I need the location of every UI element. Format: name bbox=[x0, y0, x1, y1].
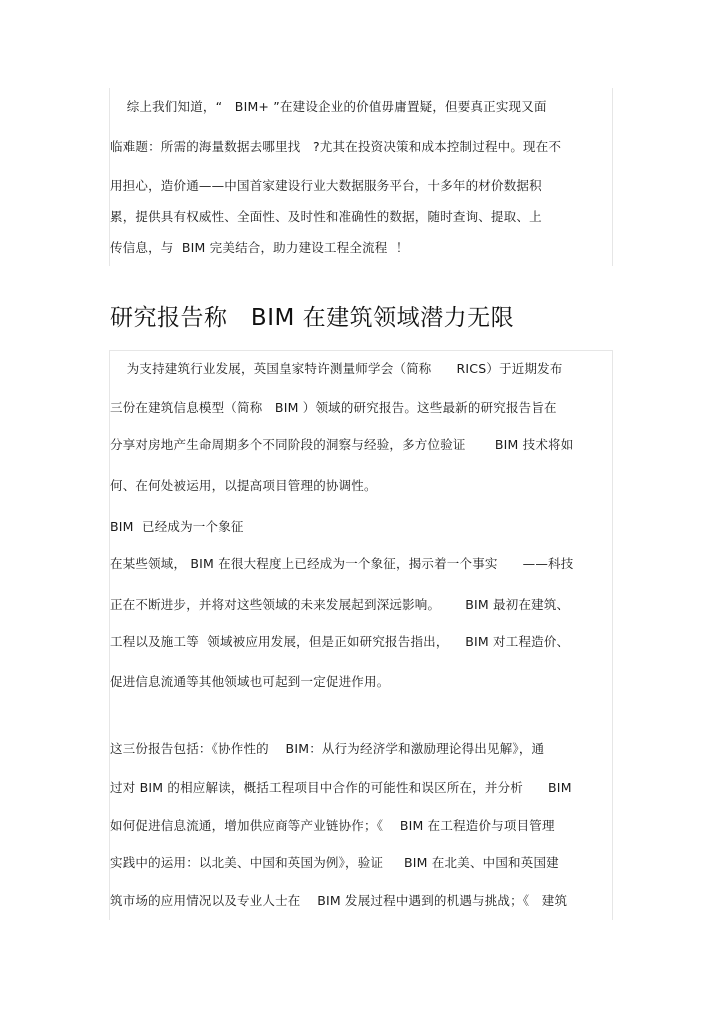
text-line: 实践中的运用：以北美、中国和英国为例》，验证 BIM 在北美、中国和英国建 bbox=[110, 855, 559, 870]
text-line: 综上我们知道，“ BIM+ ”在建设企业的价值毋庸置疑，但要真正实现又面 bbox=[110, 99, 547, 114]
text-line: 累，提供具有权威性、全面性、及时性和准确性的数据，随时查询、提取、上 bbox=[110, 209, 542, 224]
text-line: 如何促进信息流通，增加供应商等产业链协作；《 BIM 在工程造价与项目管理 bbox=[110, 818, 555, 833]
text-line: 三份在建筑信息模型（简称 BIM ）领域的研究报告。这些最新的研究报告旨在 bbox=[110, 400, 557, 415]
text-line: 用担心，造价通——中国首家建设行业大数据服务平台，十多年的材价数据积 bbox=[110, 178, 542, 193]
text-line: 这三份报告包括：《协作性的 BIM：从行为经济学和激励理论得出见解》，通 bbox=[110, 741, 545, 756]
text-line: 何、在何处被运用，以提高项目管理的协调性。 bbox=[110, 478, 377, 493]
text-line: 分享对房地产生命周期多个不同阶段的洞察与经验，多方位验证 BIM 技术将如 bbox=[110, 437, 574, 452]
text-line: 在某些领域， BIM 在很大程度上已经成为一个象征，揭示着一个事实 ——科技 bbox=[110, 556, 574, 571]
text-line: 为支持建筑行业发展，英国皇家特许测量师学会（简称 RICS）于近期发布 bbox=[110, 361, 563, 376]
text-line: 工程以及施工等 领域被应用发展，但是正如研究报告指出， BIM 对工程造价、 bbox=[110, 634, 570, 649]
text-line: 筑市场的应用情况以及专业人士在 BIM 发展过程中遇到的机遇与挑战；《 建筑 bbox=[110, 893, 568, 908]
section-heading: 研究报告称 BIM 在建筑领域潜力无限 bbox=[110, 305, 515, 331]
text-line: 正在不断进步，并将对这些领域的未来发展起到深远影响。 BIM 最初在建筑、 bbox=[110, 597, 570, 612]
text-line: 传信息，与 BIM 完美结合，助力建设工程全流程 ！ bbox=[110, 240, 409, 255]
text-line: 促进信息流通等其他领域也可起到一定促进作用。 bbox=[110, 674, 390, 689]
text-line: 过对 BIM 的相应解读，概括工程项目中合作的可能性和误区所在，并分析 BIM bbox=[110, 780, 572, 795]
text-line: 临难题：所需的海量数据去哪里找 ?尤其在投资决策和成本控制过程中。现在不 bbox=[110, 139, 562, 154]
subheading: BIM 已经成为一个象征 bbox=[110, 519, 244, 534]
